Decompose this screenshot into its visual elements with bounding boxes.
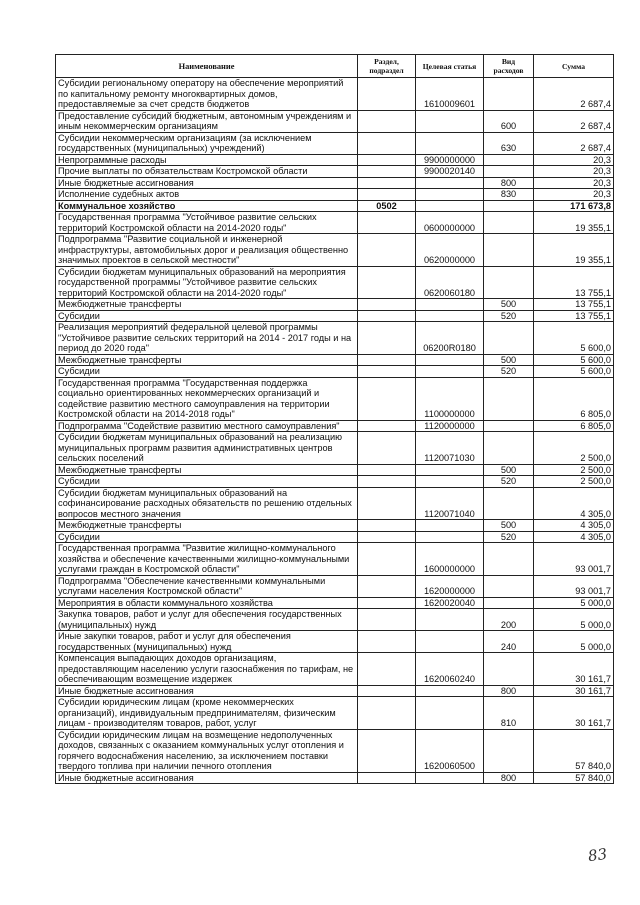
cell-sum: 2 687,4 [534, 110, 614, 132]
cell-sum: 30 161,7 [534, 697, 614, 730]
cell-name: Субсидии [56, 531, 358, 543]
cell-expense [484, 420, 534, 432]
cell-name: Субсидии некоммерческим организациям (за исключением государственных (муниципальных) учреждений) [56, 132, 358, 154]
cell-article: 1120071040 [416, 487, 484, 520]
cell-expense: 630 [484, 132, 534, 154]
cell-name: Иные закупки товаров, работ и услуг для обеспечения государственных (муниципальных) нужд [56, 631, 358, 653]
cell-name: Реализация мероприятий федеральной целевой программы "Устойчивое развитие сельских территорий на 2014 - 2017 годы и на период до 2020 года" [56, 322, 358, 355]
cell-section [358, 110, 416, 132]
cell-sum: 6 805,0 [534, 377, 614, 420]
cell-sum: 4 305,0 [534, 520, 614, 532]
cell-expense [484, 322, 534, 355]
cell-expense: 800 [484, 772, 534, 784]
cell-name: Государственная программа "Государственная поддержка социально ориентированных некоммерческих организаций и содействие развитию местного самоуправления на территории Костромской области на 2014-2018 годы" [56, 377, 358, 420]
cell-expense: 520 [484, 366, 534, 378]
cell-sum: 6 805,0 [534, 420, 614, 432]
cell-section [358, 212, 416, 234]
cell-expense [484, 266, 534, 299]
cell-section [358, 729, 416, 772]
cell-section [358, 420, 416, 432]
table-row [56, 609, 614, 631]
cell-expense [484, 432, 534, 465]
cell-article: 0620060180 [416, 266, 484, 299]
cell-expense [484, 729, 534, 772]
cell-section [358, 487, 416, 520]
cell-sum: 93 001,7 [534, 543, 614, 576]
cell-section [358, 266, 416, 299]
cell-section [358, 132, 416, 154]
cell-section [358, 166, 416, 178]
cell-sum: 93 001,7 [534, 575, 614, 597]
cell-sum: 4 305,0 [534, 531, 614, 543]
cell-article [416, 110, 484, 132]
cell-sum: 57 840,0 [534, 729, 614, 772]
cell-sum: 2 500,0 [534, 432, 614, 465]
cell-expense: 520 [484, 310, 534, 322]
cell-name: Коммунальное хозяйство [56, 200, 358, 212]
cell-article: 9900020140 [416, 166, 484, 178]
cell-section [358, 697, 416, 730]
table-row [56, 189, 614, 201]
cell-name: Прочие выплаты по обязательствам Костромской области [56, 166, 358, 178]
table-row [56, 166, 614, 178]
table-row [56, 464, 614, 476]
cell-name: Субсидии [56, 476, 358, 488]
cell-section [358, 531, 416, 543]
table-row [56, 132, 614, 154]
cell-section [358, 609, 416, 631]
budget-table [55, 54, 614, 784]
table-row [56, 154, 614, 166]
cell-name: Подпрограмма "Обеспечение качественными коммунальными услугами населения Костромской области" [56, 575, 358, 597]
cell-sum: 57 840,0 [534, 772, 614, 784]
cell-expense [484, 212, 534, 234]
cell-article [416, 772, 484, 784]
cell-expense: 830 [484, 189, 534, 201]
cell-expense [484, 575, 534, 597]
cell-expense: 240 [484, 631, 534, 653]
cell-expense: 800 [484, 685, 534, 697]
cell-article: 1620000000 [416, 575, 484, 597]
table-row [56, 212, 614, 234]
cell-section [358, 772, 416, 784]
cell-sum: 20,3 [534, 189, 614, 201]
cell-name: Субсидии [56, 366, 358, 378]
cell-article [416, 609, 484, 631]
cell-expense [484, 653, 534, 686]
cell-article [416, 310, 484, 322]
cell-section [358, 234, 416, 267]
cell-article [416, 631, 484, 653]
cell-article [416, 132, 484, 154]
cell-name: Предоставление субсидий бюджетным, автономным учреждениям и иным некоммерческим организациям [56, 110, 358, 132]
cell-name: Межбюджетные трансферты [56, 299, 358, 311]
cell-expense [484, 543, 534, 576]
cell-sum: 171 673,8 [534, 200, 614, 212]
table-row [56, 653, 614, 686]
table-row [56, 420, 614, 432]
cell-section [358, 177, 416, 189]
cell-section [358, 597, 416, 609]
header-sum: Сумма [534, 55, 614, 78]
table-row [56, 487, 614, 520]
cell-article: 1120000000 [416, 420, 484, 432]
cell-name: Субсидии бюджетам муниципальных образований на мероприятия государственной программы "Устойчивое развитие сельских территорий Костромской области на 2014-2020 годы" [56, 266, 358, 299]
table-row [56, 772, 614, 784]
table-row [56, 78, 614, 111]
cell-sum: 13 755,1 [534, 266, 614, 299]
cell-article [416, 685, 484, 697]
table-row [56, 310, 614, 322]
cell-expense: 600 [484, 110, 534, 132]
cell-section [358, 575, 416, 597]
cell-expense: 500 [484, 464, 534, 476]
table-row [56, 575, 614, 597]
cell-sum: 5 600,0 [534, 366, 614, 378]
page-number: 83 [586, 844, 609, 866]
cell-name: Субсидии [56, 310, 358, 322]
cell-section [358, 322, 416, 355]
cell-name: Межбюджетные трансферты [56, 520, 358, 532]
cell-section [358, 299, 416, 311]
cell-article [416, 177, 484, 189]
cell-section [358, 464, 416, 476]
cell-expense: 520 [484, 531, 534, 543]
cell-sum: 2 500,0 [534, 476, 614, 488]
cell-sum: 2 500,0 [534, 464, 614, 476]
cell-expense [484, 377, 534, 420]
header-article: Целевая статья [416, 55, 484, 78]
cell-expense: 520 [484, 476, 534, 488]
cell-article [416, 464, 484, 476]
cell-sum: 30 161,7 [534, 653, 614, 686]
cell-sum: 5 600,0 [534, 322, 614, 355]
cell-name: Подпрограмма "Развитие социальной и инженерной инфраструктуры, автомобильных дорог и реализация общественно значимых проектов в сельской местности" [56, 234, 358, 267]
table-header-row [56, 55, 614, 78]
cell-article: 1120071030 [416, 432, 484, 465]
cell-sum: 30 161,7 [534, 685, 614, 697]
cell-name: Иные бюджетные ассигнования [56, 772, 358, 784]
table-row [56, 476, 614, 488]
cell-expense: 800 [484, 177, 534, 189]
table-row [56, 366, 614, 378]
cell-section [358, 653, 416, 686]
cell-expense: 500 [484, 354, 534, 366]
table-row [56, 520, 614, 532]
table-row [56, 531, 614, 543]
cell-expense: 500 [484, 299, 534, 311]
header-expense: Вид расходов [484, 55, 534, 78]
cell-article [416, 697, 484, 730]
cell-article [416, 189, 484, 201]
cell-sum: 19 355,1 [534, 234, 614, 267]
cell-article [416, 520, 484, 532]
table-row [56, 322, 614, 355]
cell-article [416, 354, 484, 366]
cell-sum: 19 355,1 [534, 212, 614, 234]
cell-article: 1620060500 [416, 729, 484, 772]
cell-article: 1620060240 [416, 653, 484, 686]
cell-expense [484, 487, 534, 520]
cell-section [358, 685, 416, 697]
table-row [56, 631, 614, 653]
cell-sum: 13 755,1 [534, 299, 614, 311]
cell-article: 1600000000 [416, 543, 484, 576]
table-row [56, 234, 614, 267]
table-row [56, 432, 614, 465]
cell-sum: 5 000,0 [534, 631, 614, 653]
cell-name: Субсидии региональному оператору на обеспечение мероприятий по капитальному ремонту многоквартирных домов, предоставляемые за счет средств бюджетов [56, 78, 358, 111]
cell-article: 1100000000 [416, 377, 484, 420]
cell-article [416, 476, 484, 488]
cell-expense [484, 597, 534, 609]
cell-section [358, 354, 416, 366]
cell-name: Государственная программа "Развитие жилищно-коммунального хозяйства и обеспечение качественными жилищно-коммунальными услугами граждан в Костромской области" [56, 543, 358, 576]
cell-section [358, 189, 416, 201]
cell-article: 0600000000 [416, 212, 484, 234]
cell-section [358, 520, 416, 532]
table-row [56, 266, 614, 299]
cell-sum: 2 687,4 [534, 132, 614, 154]
cell-sum: 4 305,0 [534, 487, 614, 520]
cell-name: Государственная программа "Устойчивое развитие сельских территорий Костромской области на 2014-2020 годы" [56, 212, 358, 234]
cell-section [358, 432, 416, 465]
cell-sum: 5 600,0 [534, 354, 614, 366]
cell-name: Субсидии бюджетам муниципальных образований на софинансирование расходных обязательств по решению отдельных вопросов местного значения [56, 487, 358, 520]
table-row [56, 685, 614, 697]
cell-section [358, 543, 416, 576]
cell-section [358, 78, 416, 111]
cell-article: 0620000000 [416, 234, 484, 267]
cell-expense [484, 234, 534, 267]
table-row [56, 377, 614, 420]
cell-name: Субсидии бюджетам муниципальных образований на реализацию муниципальных программ развития административных центров сельских поселений [56, 432, 358, 465]
cell-section [358, 366, 416, 378]
cell-name: Иные бюджетные ассигнования [56, 177, 358, 189]
cell-name: Межбюджетные трансферты [56, 464, 358, 476]
cell-sum: 5 000,0 [534, 609, 614, 631]
cell-section: 0502 [358, 200, 416, 212]
cell-name: Мероприятия в области коммунального хозяйства [56, 597, 358, 609]
cell-name: Подпрограмма "Содействие развитию местного самоуправления" [56, 420, 358, 432]
cell-name: Межбюджетные трансферты [56, 354, 358, 366]
cell-expense [484, 200, 534, 212]
table-body [56, 78, 614, 784]
cell-name: Субсидии юридическим лицам на возмещение недополученных доходов, связанных с оказанием коммунальных услуг отопления и горячего водоснабжения населению, за исключением поставки твердого топлива при наличии печного отопления [56, 729, 358, 772]
cell-name: Исполнение судебных актов [56, 189, 358, 201]
cell-name: Компенсация выпадающих доходов организациям, предоставляющим населению услуги газоснабжения по тарифам, не обеспечивающим возмещение издержек [56, 653, 358, 686]
cell-sum: 20,3 [534, 154, 614, 166]
cell-section [358, 154, 416, 166]
cell-article: 1610009601 [416, 78, 484, 111]
cell-article: 9900000000 [416, 154, 484, 166]
cell-expense: 810 [484, 697, 534, 730]
cell-sum: 2 687,4 [534, 78, 614, 111]
cell-sum: 13 755,1 [534, 310, 614, 322]
table-row [56, 697, 614, 730]
cell-article [416, 366, 484, 378]
header-section: Раздел, подраздел [358, 55, 416, 78]
cell-article: 06200R0180 [416, 322, 484, 355]
table-row [56, 177, 614, 189]
table-row [56, 597, 614, 609]
cell-expense: 200 [484, 609, 534, 631]
cell-expense: 500 [484, 520, 534, 532]
cell-name: Непрограммные расходы [56, 154, 358, 166]
cell-name: Субсидии юридическим лицам (кроме некоммерческих организаций), индивидуальным предпринимателям, физическим лицам - производителям товаров, работ, услуг [56, 697, 358, 730]
table-row [56, 543, 614, 576]
cell-article [416, 299, 484, 311]
table-row [56, 299, 614, 311]
cell-expense [484, 78, 534, 111]
table-row [56, 110, 614, 132]
cell-article: 1620020040 [416, 597, 484, 609]
cell-sum: 20,3 [534, 166, 614, 178]
table-row [56, 354, 614, 366]
cell-sum: 20,3 [534, 177, 614, 189]
cell-name: Иные бюджетные ассигнования [56, 685, 358, 697]
cell-sum: 5 000,0 [534, 597, 614, 609]
cell-section [358, 631, 416, 653]
cell-article [416, 531, 484, 543]
cell-section [358, 476, 416, 488]
table-row [56, 729, 614, 772]
cell-section [358, 310, 416, 322]
cell-article [416, 200, 484, 212]
header-name: Наименование [56, 55, 358, 78]
cell-name: Закупка товаров, работ и услуг для обеспечения государственных (муниципальных) нужд [56, 609, 358, 631]
cell-expense [484, 166, 534, 178]
cell-section [358, 377, 416, 420]
cell-expense [484, 154, 534, 166]
table-row [56, 200, 614, 212]
